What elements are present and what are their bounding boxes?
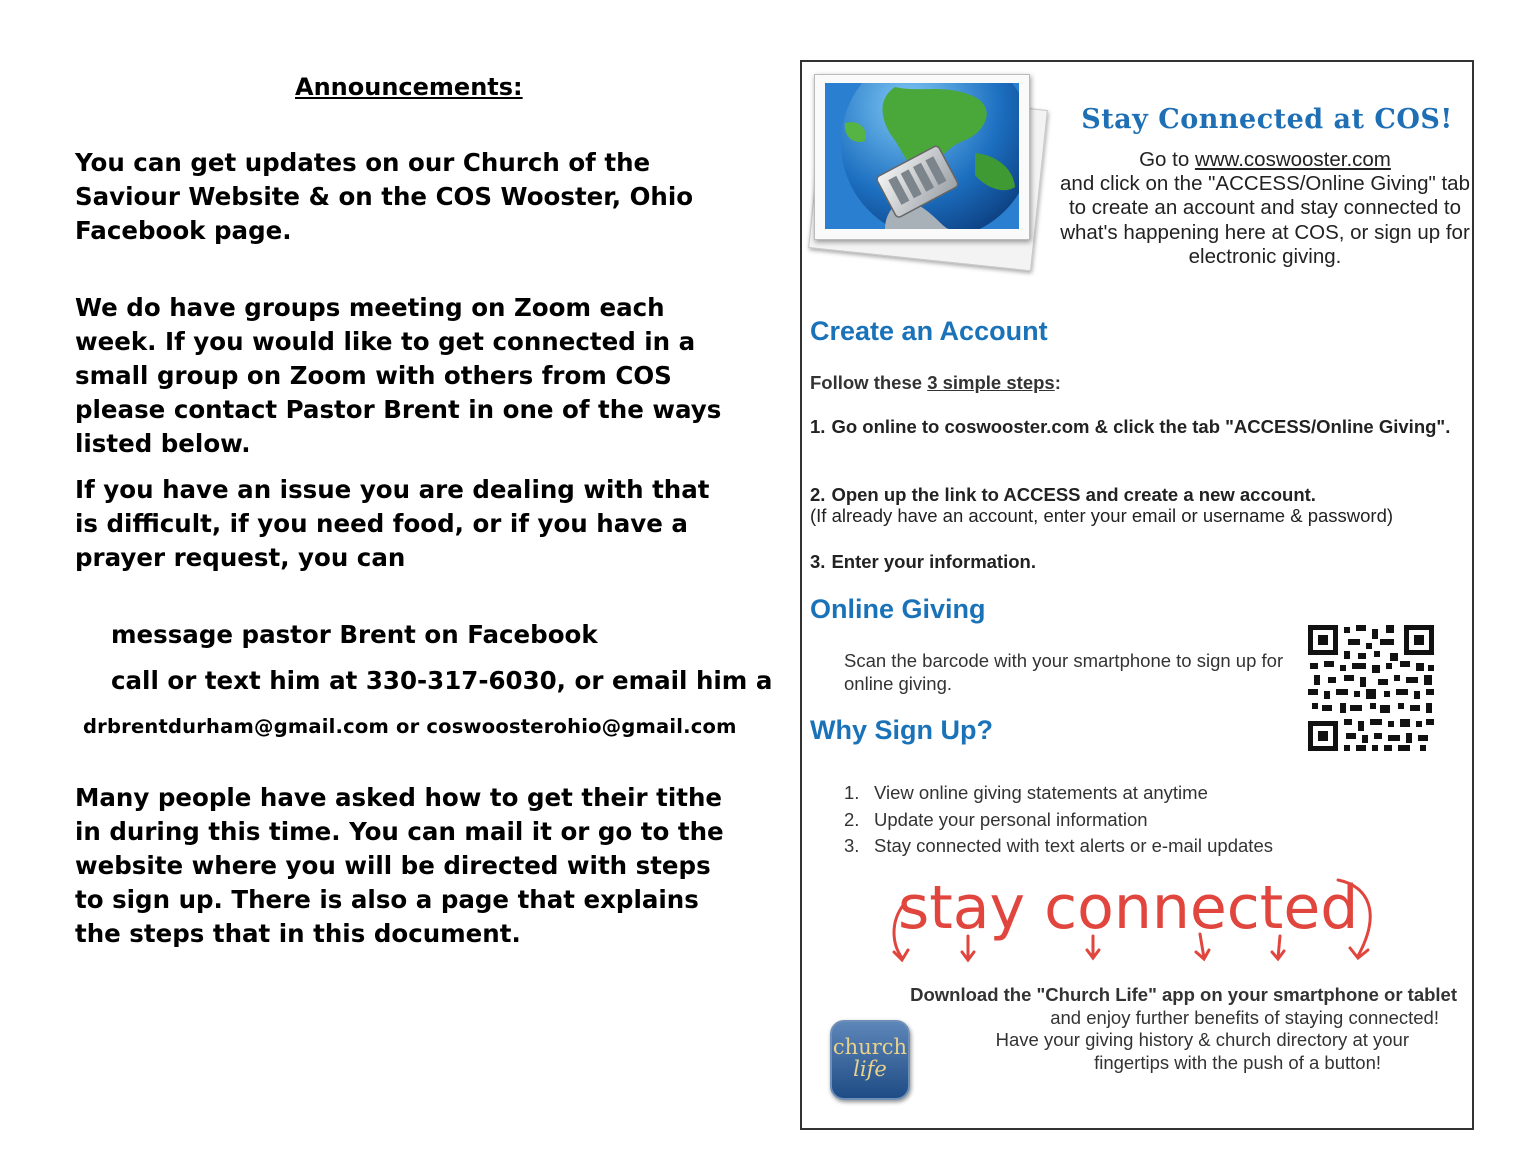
step-3 (810, 550, 1470, 573)
app-icon-label-1: church (832, 1035, 908, 1059)
contact-phone: call or text him at 330-317-6030, or email him a (111, 666, 773, 695)
announcement-website: You can get updates on our Church of the Saviour Website & on the COS Wooster, Ohio Facebook page. (75, 148, 694, 245)
list-item-number: 3. (844, 835, 860, 856)
step-2 (810, 483, 1470, 506)
announcements-heading: Announcements: (295, 73, 523, 101)
contact-emails: drbrentdurham@gmail.com or coswoosterohio@gmail.com (83, 715, 737, 738)
online-giving-heading: Online Giving (810, 594, 986, 624)
step-3-text: Enter your information. (831, 551, 1036, 572)
website-link[interactable]: www.coswooster.com (1194, 148, 1391, 171)
list-item (844, 807, 1273, 834)
download-line-3: Have your giving history & church directory at your (995, 1029, 1409, 1050)
list-item-number: 1. (844, 782, 860, 803)
app-icon-label-2: life (853, 1057, 887, 1081)
steps-intro-link: 3 simple steps (927, 372, 1055, 393)
qr-code[interactable] (1308, 625, 1434, 751)
create-account-heading: Create an Account (810, 316, 1048, 346)
step-2-number: 2. (810, 484, 826, 505)
step-2-note: (If already have an account, enter your email or username & password) (810, 505, 1394, 526)
steps-intro-prefix: Follow these (810, 372, 928, 393)
globe-cable-icon (825, 83, 1019, 229)
download-app-title: Download the "Church Life" app on your smartphone or tablet (910, 984, 1457, 1005)
intro-prefix: Go to (1139, 148, 1195, 171)
online-giving-text: Scan the barcode with your smartphone to sign up for online giving. (844, 650, 1284, 694)
globe-network-photo (806, 66, 1048, 266)
list-item-number: 2. (844, 808, 860, 830)
step-3-number: 3. (810, 551, 826, 572)
step-1-number: 1. (810, 416, 826, 437)
flyer-intro (1060, 148, 1470, 269)
church-life-app-icon[interactable] (830, 1020, 910, 1100)
list-item (844, 833, 1273, 860)
steps-intro-suffix: : (1054, 372, 1061, 393)
stay-connected-text: stay connected (898, 873, 1359, 943)
download-app-text (822, 984, 1457, 1074)
announcement-help: If you have an issue you are dealing with that is difficult, if you need food, or if you have a prayer request, you can (75, 475, 710, 572)
list-item-text: View online giving statements at anytime (874, 782, 1208, 803)
contact-facebook: message pastor Brent on Facebook (111, 620, 598, 649)
list-item-text: Update your personal information (874, 808, 1148, 830)
list-item-text: Stay connected with text alerts or e-mail updates (874, 835, 1273, 856)
announcement-tithe: Many people have asked how to get their tithe in during this time. You can mail it or go to the website where you will be directed with steps to sign up. There is also a page that explains the steps that in this document. (75, 783, 724, 948)
download-line-4: fingertips with the push of a button! (1094, 1051, 1381, 1073)
step-1-text: Go online to coswooster.com & click the tab "ACCESS/Online Giving". (831, 416, 1451, 437)
why-sign-up-list (844, 780, 1273, 860)
why-sign-up-heading: Why Sign Up? (810, 715, 993, 745)
download-line-2: and enjoy further benefits of staying connected! (1050, 1006, 1439, 1028)
stay-connected-flyer (800, 60, 1474, 1130)
stay-connected-graphic (888, 864, 1388, 974)
step-2-text: Open up the link to ACCESS and create a new account. (831, 484, 1316, 505)
step-1 (810, 415, 1470, 438)
photo-front-frame (814, 74, 1030, 240)
list-item (844, 780, 1273, 807)
steps-intro (810, 372, 1061, 394)
announcement-zoom-groups: We do have groups meeting on Zoom each week. If you would like to get connected in a small group on Zoom with others from COS please contact Pastor Brent in one of the ways listed below. (75, 293, 722, 458)
flyer-title: Stay Connected at COS! (1081, 104, 1453, 135)
intro-text: and click on the "ACCESS/Online Giving" tab to create an account and stay connected to what's happening here at COS, or sign up for electronic giving. (1060, 172, 1470, 268)
